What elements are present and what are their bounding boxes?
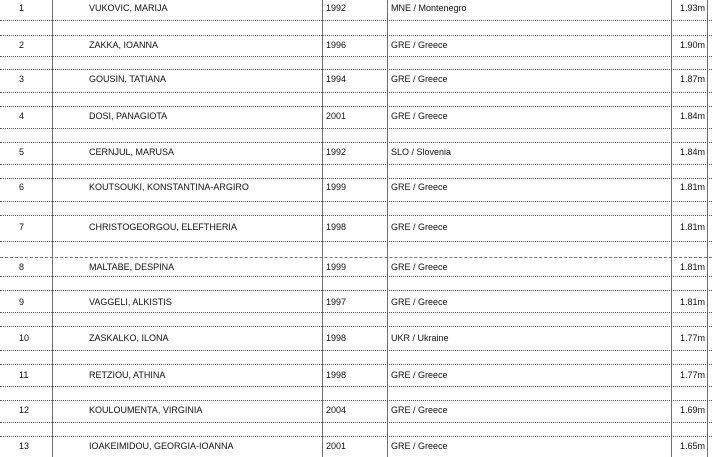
athlete-name-cell: KOUTSOUKI, KONSTANTINA-ARGIRO bbox=[89, 182, 249, 192]
row-separator bbox=[0, 201, 712, 202]
result-cell: 1.77m bbox=[680, 333, 706, 343]
birth-year-cell: 1999 bbox=[326, 182, 347, 192]
row-separator bbox=[0, 69, 712, 70]
result-cell: 1.81m bbox=[680, 297, 706, 307]
birth-year-cell: 1994 bbox=[326, 74, 347, 84]
country-cell: GRE / Greece bbox=[391, 441, 448, 451]
athlete-name-cell: RETZIOU, ATHINA bbox=[89, 370, 166, 380]
athlete-name-cell: MALTABE, DESPINA bbox=[89, 262, 175, 272]
birth-year-cell: 1999 bbox=[326, 262, 347, 272]
rank-cell: 10 bbox=[19, 333, 30, 343]
country-cell: GRE / Greece bbox=[391, 74, 448, 84]
row-separator bbox=[0, 164, 712, 165]
birth-year-cell: 2004 bbox=[326, 405, 347, 415]
row-separator bbox=[0, 436, 712, 437]
athlete-name-cell: DOSI, PANAGIOTA bbox=[89, 111, 168, 121]
result-cell: 1.69m bbox=[680, 405, 706, 415]
birth-year-cell: 2001 bbox=[326, 441, 347, 451]
row-separator bbox=[0, 364, 712, 365]
row-separator bbox=[0, 56, 712, 57]
row-separator bbox=[0, 326, 712, 327]
rank-cell: 13 bbox=[19, 441, 30, 451]
row-separator bbox=[0, 142, 712, 143]
row-separator bbox=[0, 276, 712, 277]
result-cell: 1.81m bbox=[680, 182, 706, 192]
athlete-name-cell: ZASKALKO, ILONA bbox=[89, 333, 169, 343]
rank-cell: 11 bbox=[19, 370, 29, 380]
birth-year-cell: 1996 bbox=[326, 40, 347, 50]
rank-cell: 6 bbox=[19, 182, 25, 192]
result-cell: 1.87m bbox=[680, 74, 706, 84]
athlete-name-cell: VUKOVIC, MARIJA bbox=[89, 3, 168, 13]
rank-cell: 8 bbox=[19, 262, 25, 272]
country-cell: GRE / Greece bbox=[391, 262, 448, 272]
rank-cell: 12 bbox=[19, 405, 30, 415]
country-cell: GRE / Greece bbox=[391, 40, 448, 50]
result-cell: 1.81m bbox=[680, 262, 706, 272]
country-cell: GRE / Greece bbox=[391, 222, 448, 232]
country-cell: GRE / Greece bbox=[391, 370, 448, 380]
result-cell: 1.65m bbox=[680, 441, 706, 451]
country-cell: MNE / Montenegro bbox=[391, 3, 467, 13]
country-cell: GRE / Greece bbox=[391, 182, 448, 192]
birth-year-cell: 1998 bbox=[326, 333, 347, 343]
birth-year-cell: 1997 bbox=[326, 297, 347, 307]
row-separator bbox=[0, 290, 712, 291]
result-cell: 1.84m bbox=[680, 147, 706, 157]
country-cell: SLO / Slovenia bbox=[391, 147, 452, 157]
rank-cell: 4 bbox=[19, 111, 25, 121]
country-cell: GRE / Greece bbox=[391, 111, 448, 121]
athlete-name-cell: VAGGELI, ALKISTIS bbox=[89, 297, 172, 307]
row-separator bbox=[0, 241, 712, 242]
row-separator bbox=[0, 312, 712, 313]
athlete-name-cell: ZAKKA, IOANNA bbox=[89, 40, 159, 50]
row-separator bbox=[0, 92, 712, 93]
row-separator bbox=[0, 20, 712, 21]
birth-year-cell: 1992 bbox=[326, 147, 347, 157]
row-separator bbox=[0, 400, 712, 401]
country-cell: GRE / Greece bbox=[391, 405, 448, 415]
birth-year-cell: 2001 bbox=[326, 111, 347, 121]
result-cell: 1.84m bbox=[680, 111, 706, 121]
row-separator bbox=[0, 422, 712, 423]
country-cell: UKR / Ukraine bbox=[391, 333, 449, 343]
birth-year-cell: 1998 bbox=[326, 370, 347, 380]
row-separator bbox=[0, 106, 712, 107]
athlete-name-cell: KOULOUMENTA, VIRGINIA bbox=[89, 405, 203, 415]
athlete-name-cell: IOAKEIMIDOU, GEORGIA-IOANNA bbox=[89, 441, 234, 451]
rank-cell: 5 bbox=[19, 147, 25, 157]
row-separator bbox=[0, 350, 712, 351]
row-separator bbox=[0, 386, 712, 387]
result-cell: 1.93m bbox=[680, 3, 706, 13]
result-cell: 1.81m bbox=[680, 222, 706, 232]
page-break-line bbox=[0, 257, 712, 258]
rank-cell: 9 bbox=[19, 297, 25, 307]
row-separator bbox=[0, 215, 712, 216]
row-separator bbox=[0, 128, 712, 129]
row-separator bbox=[0, 178, 712, 179]
rank-cell: 2 bbox=[19, 40, 25, 50]
row-separator bbox=[0, 35, 712, 36]
athlete-name-cell: CHRISTOGEORGOU, ELEFTHERIA bbox=[89, 222, 237, 232]
birth-year-cell: 1992 bbox=[326, 3, 347, 13]
athlete-name-cell: GOUSIN, TATIANA bbox=[89, 74, 167, 84]
result-cell: 1.90m bbox=[680, 40, 706, 50]
rank-cell: 1 bbox=[19, 3, 25, 13]
result-cell: 1.77m bbox=[680, 370, 706, 380]
country-cell: GRE / Greece bbox=[391, 297, 448, 307]
rank-cell: 3 bbox=[19, 74, 25, 84]
rank-cell: 7 bbox=[19, 222, 25, 232]
birth-year-cell: 1998 bbox=[326, 222, 347, 232]
athlete-name-cell: CERNJUL, MARUSA bbox=[89, 147, 175, 157]
